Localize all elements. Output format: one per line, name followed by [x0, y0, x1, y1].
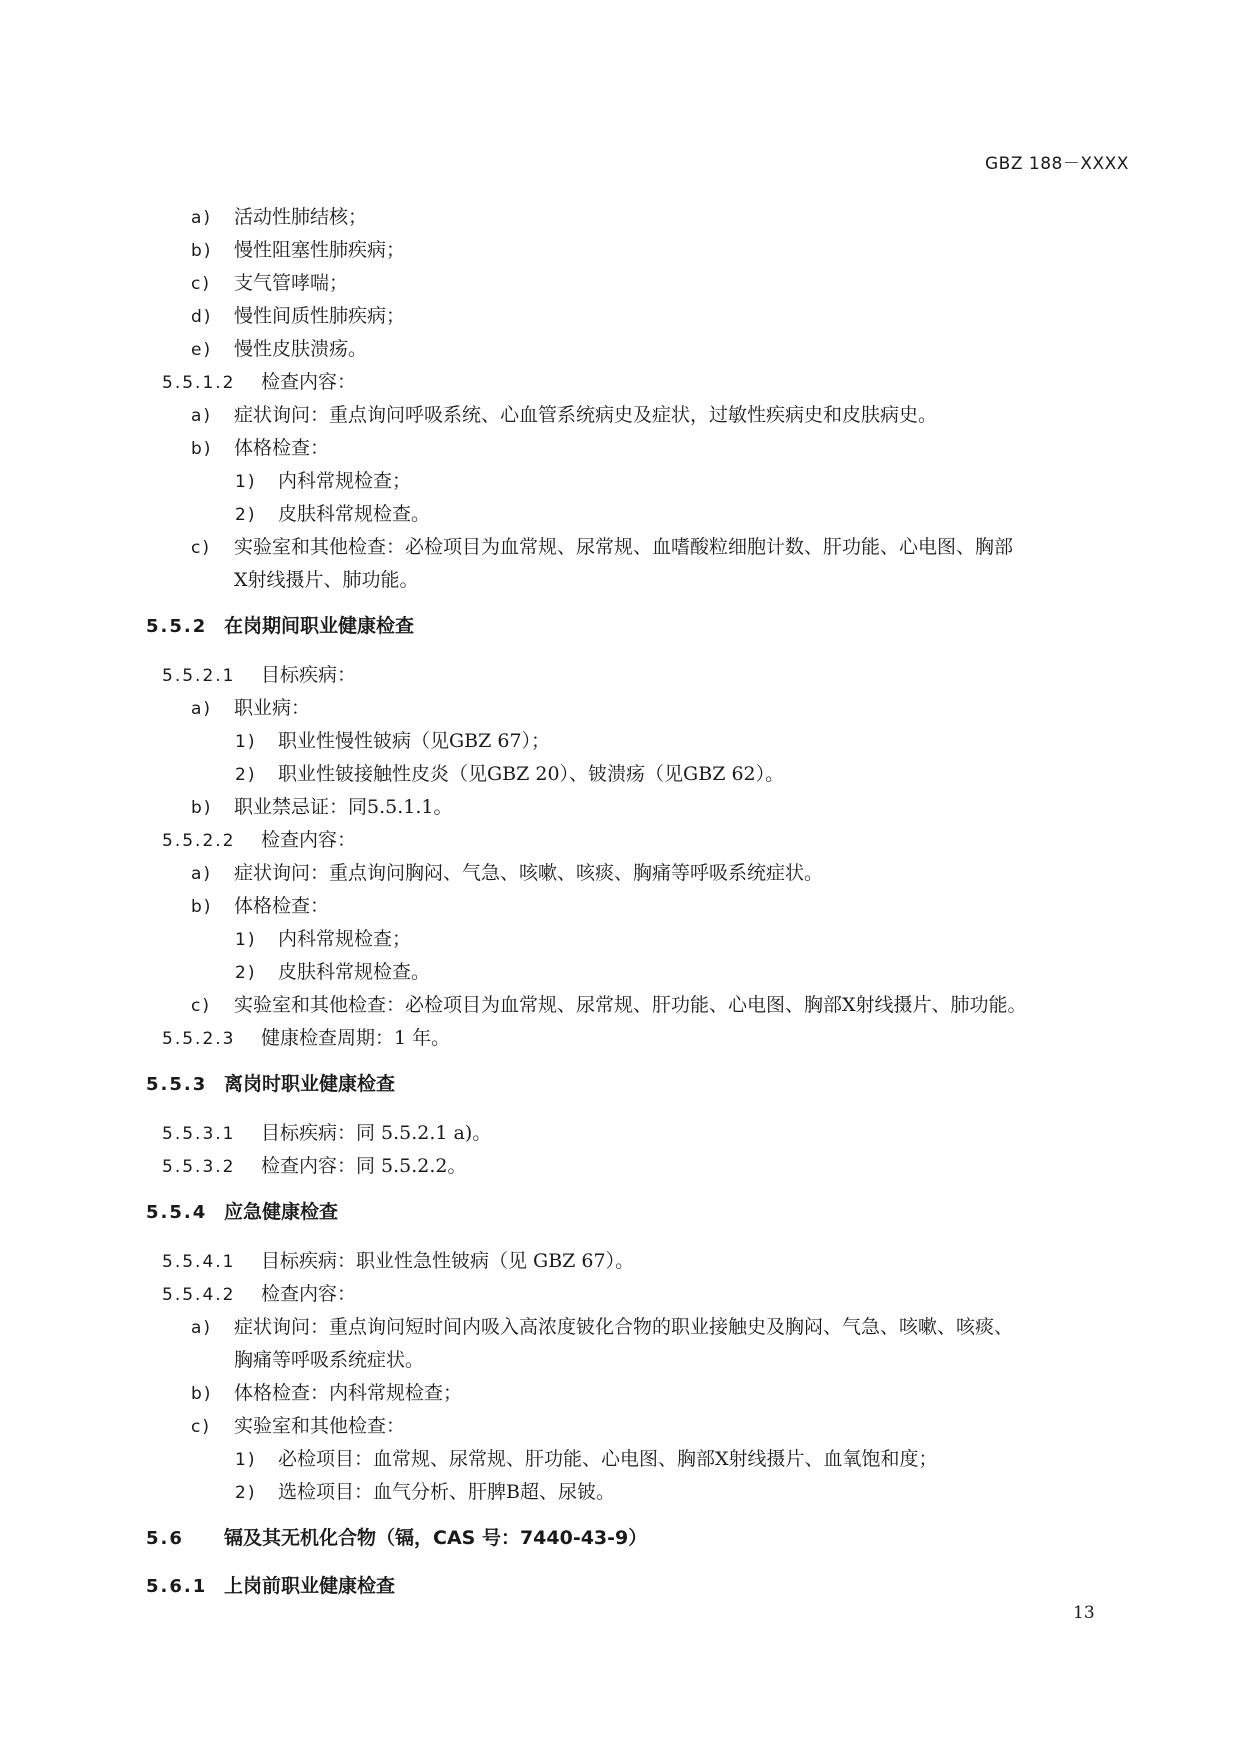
- clause-5-5-4-2: 5.5.4.2 检查内容：: [162, 1283, 357, 1305]
- list-item: c) 实验室和其他检查：必检项目为血常规、尿常规、血嗜酸粒细胞计数、肝功能、心电图、胸部: [191, 536, 1014, 558]
- list-item: b) 体格检查：: [191, 437, 330, 459]
- list-item: a) 症状询问：重点询问胸闷、气急、咳嗽、咳痰、胸痛等呼吸系统症状。: [191, 862, 824, 884]
- clause-5-5-2-1: 5.5.2.1 目标疾病：: [162, 664, 357, 686]
- list-item: b) 慢性阻塞性肺疾病；: [191, 239, 406, 261]
- section-heading-5-5-4: 5.5.4 应急健康检查: [146, 1201, 339, 1223]
- list-item: c) 实验室和其他检查：必检项目为血常规、尿常规、肝功能、心电图、胸部X射线摄片、肺功能。: [191, 994, 1027, 1016]
- sub-list-item: 1) 职业性慢性铍病（见GBZ 67）；: [235, 730, 551, 752]
- section-heading-5-6-1: 5.6.1 上岗前职业健康检查: [146, 1575, 396, 1597]
- document-code-header: GBZ 188－XXXX: [985, 154, 1129, 174]
- list-item: c) 实验室和其他检查：: [191, 1415, 406, 1437]
- list-item: d) 慢性间质性肺疾病；: [191, 305, 406, 327]
- clause-5-5-2-3: 5.5.2.3 健康检查周期：1 年。: [162, 1027, 451, 1049]
- list-item: b) 体格检查：: [191, 895, 330, 917]
- clause-5-5-2-2: 5.5.2.2 检查内容：: [162, 829, 357, 851]
- list-item: c) 支气管哮喘；: [191, 272, 349, 294]
- sub-list-item: 1) 内科常规检查；: [235, 928, 412, 950]
- sub-list-item: 2) 职业性铍接触性皮炎（见GBZ 20）、铍溃疡（见GBZ 62）。: [235, 763, 785, 785]
- clause-5-5-3-1: 5.5.3.1 目标疾病：同 5.5.2.1 a)。: [162, 1122, 492, 1144]
- section-heading-5-6: 5.6 镉及其无机化合物（镉，CAS 号：7440-43-9）: [146, 1527, 648, 1549]
- list-item: a) 职业病：: [191, 697, 311, 719]
- list-item: a) 症状询问：重点询问短时间内吸入高浓度铍化合物的职业接触史及胸闷、气急、咳嗽、咳痰、: [191, 1316, 1014, 1338]
- list-item-continuation: X射线摄片、肺功能。: [234, 569, 419, 591]
- list-item-continuation: 胸痛等呼吸系统症状。: [234, 1349, 425, 1371]
- section-heading-5-5-2: 5.5.2 在岗期间职业健康检查: [146, 615, 415, 637]
- sub-list-item: 2) 选检项目：血气分析、肝脾B超、尿铍。: [235, 1481, 615, 1503]
- list-item: a) 活动性肺结核；: [191, 206, 368, 228]
- section-heading-5-5-3: 5.5.3 离岗时职业健康检查: [146, 1073, 396, 1095]
- list-item: b) 体格检查：内科常规检查；: [191, 1382, 463, 1404]
- clause-5-5-1-2: 5.5.1.2 检查内容：: [162, 371, 357, 393]
- list-item: a) 症状询问：重点询问呼吸系统、心血管系统病史及症状，过敏性疾病史和皮肤病史。: [191, 404, 938, 426]
- list-item: e) 慢性皮肤溃疡。: [191, 338, 368, 360]
- clause-5-5-3-2: 5.5.3.2 检查内容：同 5.5.2.2。: [162, 1155, 467, 1177]
- clause-5-5-4-1: 5.5.4.1 目标疾病：职业性急性铍病（见 GBZ 67）。: [162, 1250, 635, 1272]
- sub-list-item: 1) 必检项目：血常规、尿常规、肝功能、心电图、胸部X射线摄片、血氧饱和度；: [235, 1448, 938, 1470]
- list-item: b) 职业禁忌证：同5.5.1.1。: [191, 796, 453, 818]
- sub-list-item: 1) 内科常规检查；: [235, 470, 412, 492]
- page-number: 13: [1073, 1603, 1095, 1623]
- sub-list-item: 2) 皮肤科常规检查。: [235, 961, 431, 983]
- sub-list-item: 2) 皮肤科常规检查。: [235, 503, 431, 525]
